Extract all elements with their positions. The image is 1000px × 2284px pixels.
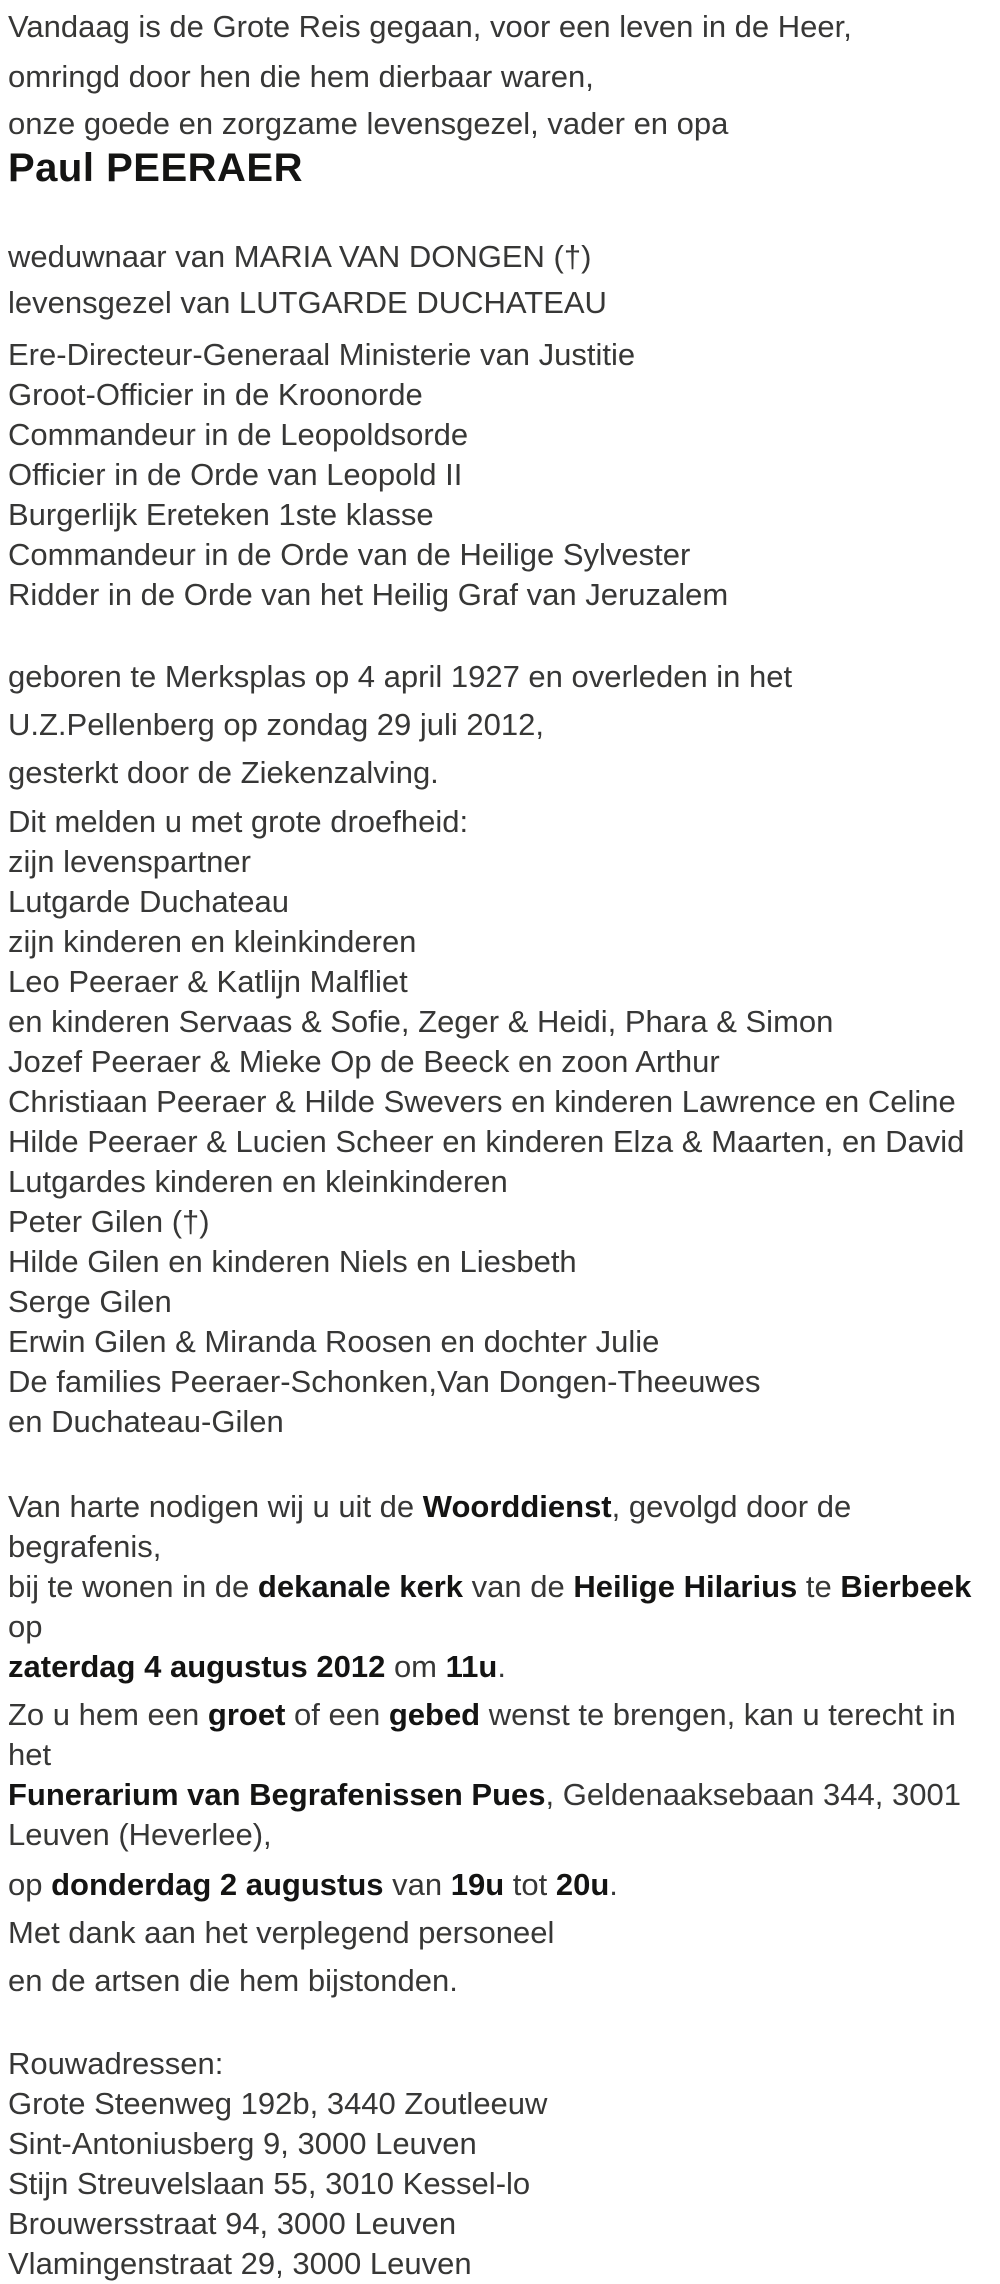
service-line-1 — [8, 1487, 1000, 1567]
family-line: Christiaan Peeraer & Hilde Swevers en kinderen Lawrence en Celine — [8, 1084, 956, 1119]
thanks-line-2: en de artsen die hem bijstonden. — [8, 1963, 458, 1998]
service-emphasis: Heilige Hilarius — [573, 1569, 798, 1604]
visitation-text: tot — [504, 1867, 556, 1902]
service-line-2 — [8, 1567, 1000, 1647]
thanks-line-1: Met dank aan het verplegend personeel — [8, 1915, 555, 1950]
service-emphasis: dekanale kerk — [257, 1569, 463, 1604]
family-line: Lutgardes kinderen en kleinkinderen — [8, 1164, 508, 1199]
visitation-time: 20u — [555, 1867, 610, 1902]
honor-item: Officier in de Orde van Leopold II — [8, 457, 463, 492]
honor-item: Groot-Officier in de Kroonorde — [8, 377, 423, 412]
greeting-emphasis: gebed — [388, 1697, 481, 1732]
announcement-intro: Dit melden u met grote droefheid: — [8, 804, 469, 839]
honor-item: Commandeur in de Orde van de Heilige Sylvester — [8, 537, 691, 572]
visitation-time: 19u — [450, 1867, 505, 1902]
service-line-3 — [8, 1647, 1000, 1687]
widower-of-line: weduwnaar van MARIA VAN DONGEN (†) — [8, 239, 592, 274]
service-text: van de — [463, 1569, 574, 1604]
sacrament-line: gesterkt door de Ziekenzalving. — [8, 755, 439, 790]
service-text: bij te wonen in de — [8, 1569, 258, 1604]
family-line: Hilde Gilen en kinderen Niels en Liesbeth — [8, 1244, 577, 1279]
family-line: zijn kinderen en kleinkinderen — [8, 924, 417, 959]
mourning-address: Brouwersstraat 94, 3000 Leuven — [8, 2206, 457, 2241]
visitation-text: op — [8, 1867, 52, 1902]
service-invitation — [8, 1487, 1000, 1687]
family-line: en Duchateau-Gilen — [8, 1404, 284, 1439]
family-announcement — [8, 802, 1000, 1442]
family-line: Hilde Peeraer & Lucien Scheer en kinderen Elza & Maarten, en David — [8, 1124, 965, 1159]
visitation-line — [8, 1865, 1000, 1905]
family-line: en kinderen Servaas & Sofie, Zeger & Heidi, Phara & Simon — [8, 1004, 834, 1039]
family-line: Jozef Peeraer & Mieke Op de Beeck en zoon Arthur — [8, 1044, 720, 1079]
service-text: . — [497, 1649, 506, 1684]
service-text: op — [8, 1609, 43, 1644]
born-line: geboren te Merksplas op 4 april 1927 en overleden in het — [8, 659, 793, 694]
family-line: Peter Gilen (†) — [8, 1204, 210, 1239]
honors-list — [8, 335, 1000, 615]
died-line: U.Z.Pellenberg op zondag 29 juli 2012, — [8, 707, 544, 742]
family-line: Erwin Gilen & Miranda Roosen en dochter Julie — [8, 1324, 660, 1359]
family-line: zijn levenspartner — [8, 844, 251, 879]
mourning-addresses-label: Rouwadressen: — [8, 2046, 224, 2081]
visitation-date: donderdag 2 augustus — [51, 1867, 384, 1902]
greeting-text: Zo u hem een — [8, 1697, 208, 1732]
mourning-address: Grote Steenweg 192b, 3440 Zoutleeuw — [8, 2086, 548, 2121]
service-text: , gevolgd door de begrafenis, — [8, 1489, 852, 1564]
mourning-address: Sint-Antoniusberg 9, 3000 Leuven — [8, 2126, 477, 2161]
greeting-text: wenst te brengen, kan u terecht in het — [8, 1697, 956, 1772]
opening-line-3: onze goede en zorgzame levensgezel, vader en opa — [8, 106, 729, 141]
opening-line-1: Vandaag is de Grote Reis gegaan, voor een leven in de Heer, — [8, 9, 852, 44]
service-text: om — [385, 1649, 446, 1684]
mourning-addresses — [8, 2044, 1000, 2284]
greeting-line-1 — [8, 1695, 1000, 1775]
service-emphasis: zaterdag 4 augustus 2012 — [8, 1649, 386, 1684]
funerarium-address: , Geldenaaksebaan 344, 3001 — [545, 1777, 961, 1812]
family-line: Leo Peeraer & Katlijn Malfliet — [8, 964, 408, 999]
family-line: Lutgarde Duchateau — [8, 884, 289, 919]
honor-item: Burgerlijk Ereteken 1ste klasse — [8, 497, 434, 532]
deceased-name: Paul PEERAER — [8, 146, 303, 190]
visitation-text: van — [383, 1867, 451, 1902]
family-line: De families Peeraer-Schonken,Van Dongen-Theeuwes — [8, 1364, 761, 1399]
service-emphasis: Bierbeek — [840, 1569, 972, 1604]
service-emphasis: 11u — [445, 1649, 498, 1684]
greeting-text: of een — [285, 1697, 389, 1732]
honor-item: Ere-Directeur-Generaal Ministerie van Justitie — [8, 337, 636, 372]
honor-item: Ridder in de Orde van het Heilig Graf van Jeruzalem — [8, 577, 729, 612]
service-text: Van harte nodigen wij u uit de — [8, 1489, 423, 1524]
opening-line-2: omringd door hen die hem dierbaar waren, — [8, 59, 594, 94]
family-line: Serge Gilen — [8, 1284, 172, 1319]
honor-item: Commandeur in de Leopoldsorde — [8, 417, 469, 452]
service-text: te — [797, 1569, 841, 1604]
service-emphasis: Woorddienst — [422, 1489, 612, 1524]
mourning-address: Vlamingenstraat 29, 3000 Leuven — [8, 2246, 472, 2281]
funerarium-city: Leuven (Heverlee), — [8, 1817, 272, 1852]
greeting-line-3 — [8, 1815, 1000, 1855]
mourning-address: Stijn Streuvelslaan 55, 3010 Kessel-lo — [8, 2166, 531, 2201]
greeting-emphasis: groet — [207, 1697, 286, 1732]
greeting-invitation — [8, 1695, 1000, 1855]
visitation-text: . — [609, 1867, 618, 1902]
greeting-line-2 — [8, 1775, 1000, 1815]
funerarium-name: Funerarium van Begrafenissen Pues — [8, 1777, 546, 1812]
life-partner-line: levensgezel van LUTGARDE DUCHATEAU — [8, 285, 607, 320]
